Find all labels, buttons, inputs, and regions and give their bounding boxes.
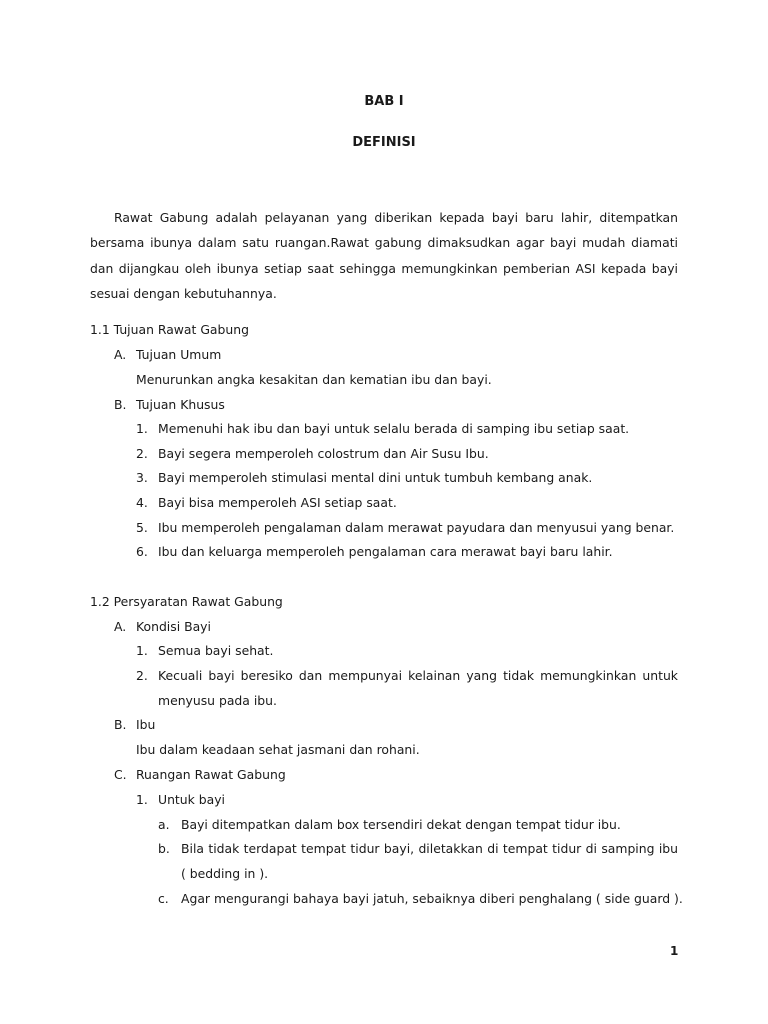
untuk-bayi-label: Untuk bayi [158,792,225,807]
tujuan-umum-label: Tujuan Umum [136,347,222,362]
list-item: Memenuhi hak ibu dan bayi untuk selalu berada di samping ibu setiap saat. [158,421,630,436]
sub-item-marker: c. [158,891,169,906]
list-item: Ibu memperoleh pengalaman dalam merawat payudara dan menyusui yang benar. [158,520,675,535]
item-number: 2. [136,446,148,461]
item-number: 2. [136,668,148,683]
page-number: 1 [670,944,679,958]
sub-item-marker: b. [158,841,170,856]
list-marker: C. [114,767,127,782]
intro-paragraph: Rawat Gabung adalah pelayanan yang diberikan kepada bayi baru lahir, ditempatkan bersama ibunya dalam satu ruangan.Rawat gabung dimaksudkan agar bayi mudah diamati dan dijangkau oleh ibunya setiap saat sehingga memungkinkan pemberian ASI kepada bayi sesuai dengan kebutuhannya. [90,210,678,302]
kondisi-bayi-label: Kondisi Bayi [136,619,211,634]
chapter-title: DEFINISI [352,135,416,150]
sub-item: Bayi ditempatkan dalam box tersendiri dekat dengan tempat tidur ibu. [181,817,621,832]
list-item-line-1: Kecuali bayi beresiko dan mempunyai kelainan yang tidak memungkinkan untuk [158,668,678,683]
chapter-label: BAB I [364,94,404,109]
item-number: 5. [136,520,148,535]
list-item: Bayi bisa memperoleh ASI setiap saat. [158,495,397,510]
section-1-2-title: 1.2 Persyaratan Rawat Gabung [90,594,283,609]
tujuan-khusus-label: Tujuan Khusus [136,397,225,412]
sub-item: Agar mengurangi bahaya bayi jatuh, sebaiknya diberi penghalang ( side guard ). [181,891,683,906]
item-number: 3. [136,470,148,485]
sub-item-marker: a. [158,817,170,832]
ibu-text: Ibu dalam keadaan sehat jasmani dan rohani. [136,742,420,757]
item-number: 1. [136,643,148,658]
item-number: 1. [136,792,148,807]
ibu-label: Ibu [136,717,156,732]
item-number: 1. [136,421,148,436]
list-item: Bayi segera memperoleh colostrum dan Air Susu Ibu. [158,446,489,461]
item-number: 6. [136,544,148,559]
list-marker: A. [114,619,127,634]
list-marker: A. [114,347,127,362]
list-item: Semua bayi sehat. [158,643,274,658]
sub-item-line-1: Bila tidak terdapat tempat tidur bayi, diletakkan di tempat tidur di samping ibu [181,841,678,856]
list-item-line-2: menyusu pada ibu. [158,693,277,708]
list-marker: B. [114,397,127,412]
list-item: Bayi memperoleh stimulasi mental dini untuk tumbuh kembang anak. [158,470,593,485]
list-marker: B. [114,717,127,732]
sub-item-line-2: ( bedding in ). [181,866,269,881]
item-number: 4. [136,495,148,510]
tujuan-umum-text: Menurunkan angka kesakitan dan kematian ibu dan bayi. [136,372,492,387]
list-item: Ibu dan keluarga memperoleh pengalaman cara merawat bayi baru lahir. [158,544,613,559]
section-1-1-title: 1.1 Tujuan Rawat Gabung [90,322,249,337]
ruangan-label: Ruangan Rawat Gabung [136,767,286,782]
